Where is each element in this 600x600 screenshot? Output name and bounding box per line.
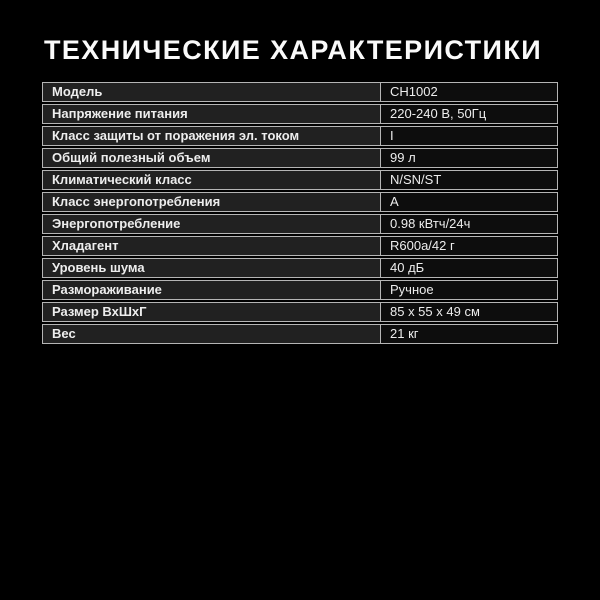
spec-label: Энергопотребление	[43, 215, 381, 233]
spec-label: Общий полезный объем	[43, 149, 381, 167]
table-row	[42, 236, 558, 256]
spec-value: I	[381, 127, 557, 145]
spec-label: Размер ВхШхГ	[43, 303, 381, 321]
spec-label: Класс энергопотребления	[43, 193, 381, 211]
spec-value: N/SN/ST	[381, 171, 557, 189]
spec-value: A	[381, 193, 557, 211]
table-row	[42, 280, 558, 300]
spec-label: Напряжение питания	[43, 105, 381, 123]
table-row	[42, 82, 558, 102]
table-row	[42, 192, 558, 212]
spec-label: Модель	[43, 83, 381, 101]
spec-label: Климатический класс	[43, 171, 381, 189]
spec-table	[42, 82, 558, 346]
spec-value: 21 кг	[381, 325, 557, 343]
table-row	[42, 126, 558, 146]
spec-value: 220-240 В, 50Гц	[381, 105, 557, 123]
spec-value: CH1002	[381, 83, 557, 101]
spec-label: Уровень шума	[43, 259, 381, 277]
spec-label: Класс защиты от поражения эл. током	[43, 127, 381, 145]
spec-value: Ручное	[381, 281, 557, 299]
table-row	[42, 214, 558, 234]
spec-label: Хладагент	[43, 237, 381, 255]
table-row	[42, 302, 558, 322]
spec-value: R600a/42 г	[381, 237, 557, 255]
table-row	[42, 104, 558, 124]
table-row	[42, 148, 558, 168]
page-title: ТЕХНИЧЕСКИЕ ХАРАКТЕРИСТИКИ	[44, 35, 543, 65]
spec-label: Вес	[43, 325, 381, 343]
table-row	[42, 324, 558, 344]
spec-value: 40 дБ	[381, 259, 557, 277]
spec-value: 0.98 кВтч/24ч	[381, 215, 557, 233]
table-row	[42, 170, 558, 190]
table-row	[42, 258, 558, 278]
spec-label: Размораживание	[43, 281, 381, 299]
spec-value: 85 x 55 x 49 см	[381, 303, 557, 321]
spec-value: 99 л	[381, 149, 557, 167]
